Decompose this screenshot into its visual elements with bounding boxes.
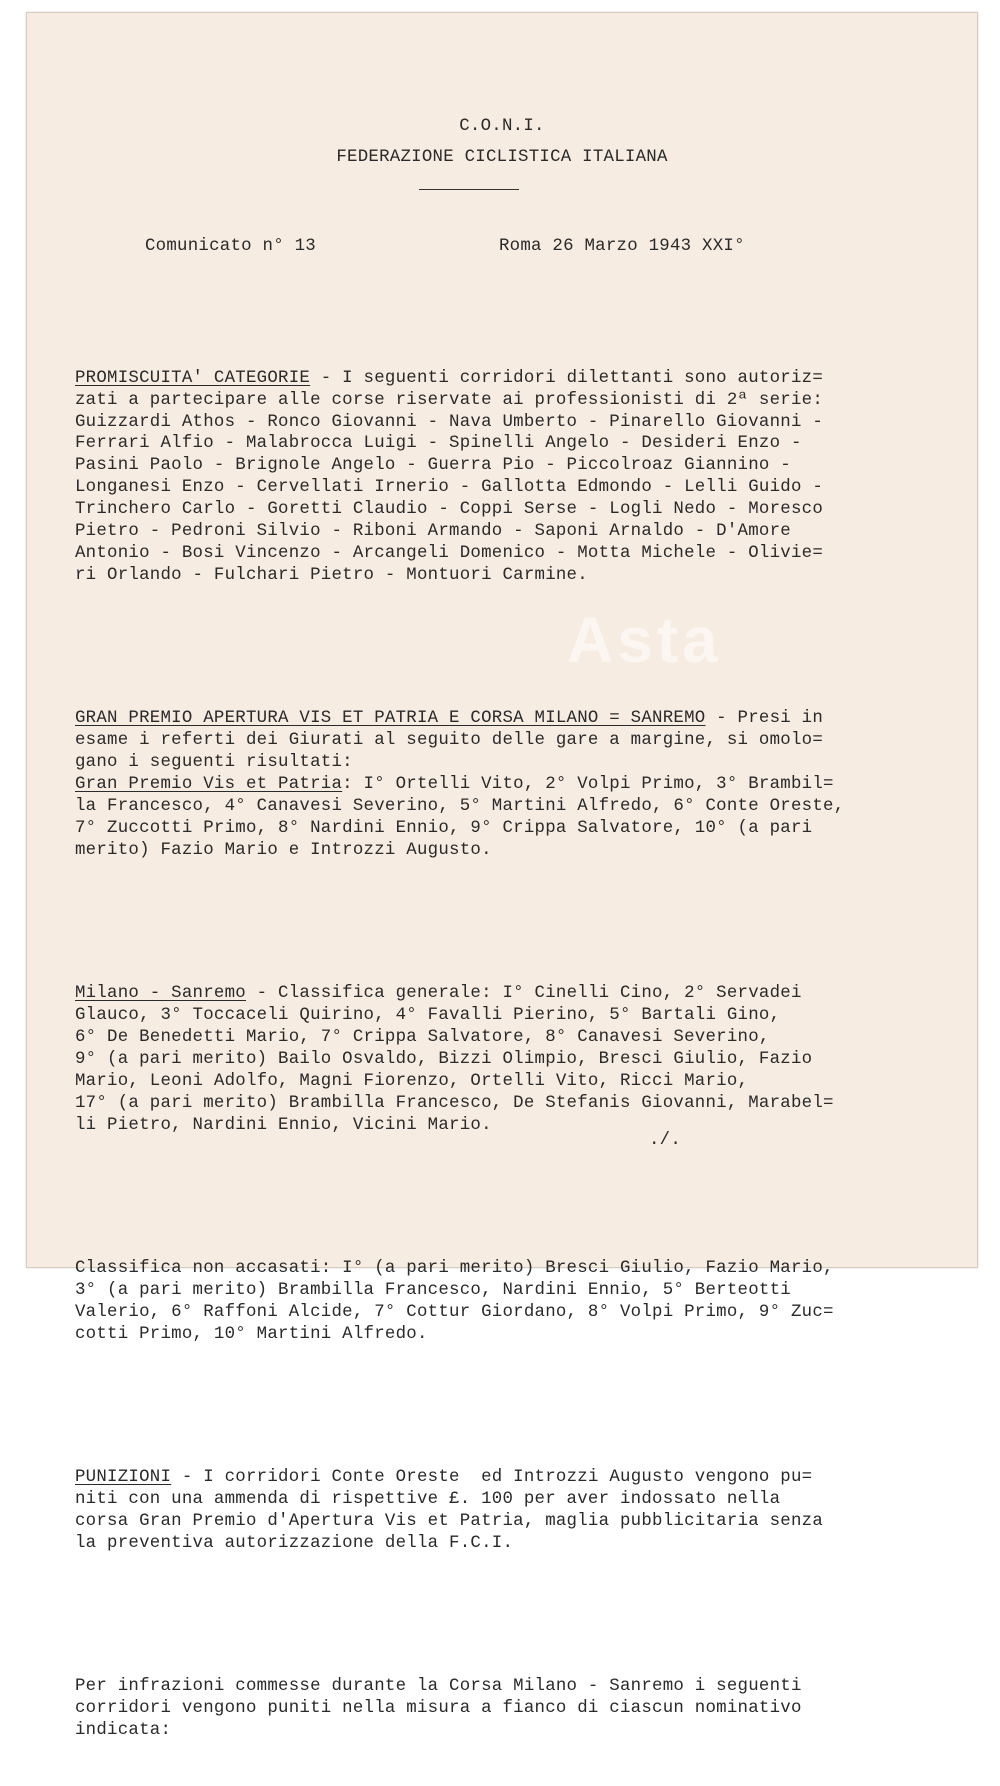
- header-rule: [419, 189, 519, 190]
- document-page: [26, 12, 978, 1741]
- continuation-mark: ./.: [649, 1131, 682, 1150]
- promiscuita-paragraph: PROMISCUITA' CATEGORIE - I seguenti corridori dilettanti sono autoriz= zati a partecipare alle corse riservate ai professionisti di 2ª serie: Guizzardi Athos - Ronco Giovanni - Nava Umberto - Pinarello Giovanni - Ferrari Alfio - Malabrocca Luigi - Spinelli Angelo - Desideri Enzo - Pasini Paolo - Brignole Angelo - Guerra Pio - Piccolroaz Giannino - Longanesi Enzo - Cervellati Irnerio - Gallotta Edmondo - Lelli Guido - Trinchero Carlo - Goretti Claudio - Coppi Serse - Logli Nedo - Moresco Pietro - Pedroni Silvio - Riboni Armando - Saponi Arnaldo - D'Amore Antonio - Bosi Vincenzo - Arcangeli Domenico - Motta Michele - Olivie= ri Orlando - Fulchari Pietro - Montuori Carmine.: [75, 368, 824, 585]
- infrazioni-paragraph: Per infrazioni commesse durante la Corsa Milano - Sanremo i seguenti corridori vengono puniti nella misura a fianco di ciascun nominativo indicata:: [75, 1677, 802, 1741]
- federation-title: FEDERAZIONE CICLISTICA ITALIANA: [336, 148, 668, 167]
- vis-et-patria-heading: Gran Premio Vis et Patria: [75, 775, 343, 795]
- milano-sanremo-heading: Milano - Sanremo: [75, 984, 246, 1004]
- gran-premio-paragraph: GRAN PREMIO APERTURA VIS ET PATRIA E CORSA MILANO = SANREMO - Presi in esame i referti dei Giurati al seguito delle gare a margine, si omolo= gano i seguenti risultati: Gran Premio Vis et Patria: I° Ortelli Vito, 2° Volpi Primo, 3° Brambil= la Francesco, 4° Canavesi Severino, 5° Martini Alfredo, 6° Conte Oreste, 7° Zuccotti Primo, 8° Nardini Ennio, 9° Crippa Salvatore, 10° (a pari merito) Fazio Mario e Introzzi Augusto.: [75, 709, 845, 860]
- punizioni-heading: PUNIZIONI: [75, 1468, 172, 1488]
- place-date: Roma 26 Marzo 1943 XXI°: [499, 237, 745, 256]
- communique-body: [75, 302, 844, 1786]
- non-accasati-paragraph: Classifica non accasati: I° (a pari merito) Bresci Giulio, Fazio Mario, 3° (a pari merito) Brambilla Francesco, Nardini Ennio, 5° Berteotti Valerio, 6° Raffoni Alcide, 7° Cottur Giordano, 8° Volpi Primo, 9° Zuc= cotti Primo, 10° Martini Alfredo.: [75, 1259, 834, 1344]
- milano-sanremo-paragraph: Milano - Sanremo - Classifica generale: I° Cinelli Cino, 2° Servadei Glauco, 3° Toccaceli Quirino, 4° Favalli Pierino, 5° Bartali Gino, 6° De Benedetti Mario, 7° Crippa Salvatore, 8° Canavesi Severino, 9° (a pari merito) Bailo Osvaldo, Bizzi Olimpio, Bresci Giulio, Fazio Mario, Leoni Adolfo, Magni Fiorenzo, Ortelli Vito, Ricci Mario, 17° (a pari merito) Brambilla Francesco, De Stefanis Giovanni, Marabel= li Pietro, Nardini Ennio, Vicini Mario.: [75, 984, 834, 1135]
- communique-number: Comunicato n° 13: [145, 237, 316, 256]
- promiscuita-heading: PROMISCUITA' CATEGORIE: [75, 368, 311, 388]
- watermark: Asta: [567, 604, 722, 676]
- org-title: C.O.N.I.: [459, 117, 545, 136]
- gran-premio-heading: GRAN PREMIO APERTURA VIS ET PATRIA E CORSA MILANO = SANREMO: [75, 709, 706, 729]
- punizioni-paragraph: PUNIZIONI - I corridori Conte Oreste ed Introzzi Augusto vengono pu= niti con una ammenda di rispettive £. 100 per aver indossato nella corsa Gran Premio d'Apertura Vis et Patria, maglia pubblicitaria senza la preventiva autorizzazione della F.C.I.: [75, 1468, 824, 1553]
